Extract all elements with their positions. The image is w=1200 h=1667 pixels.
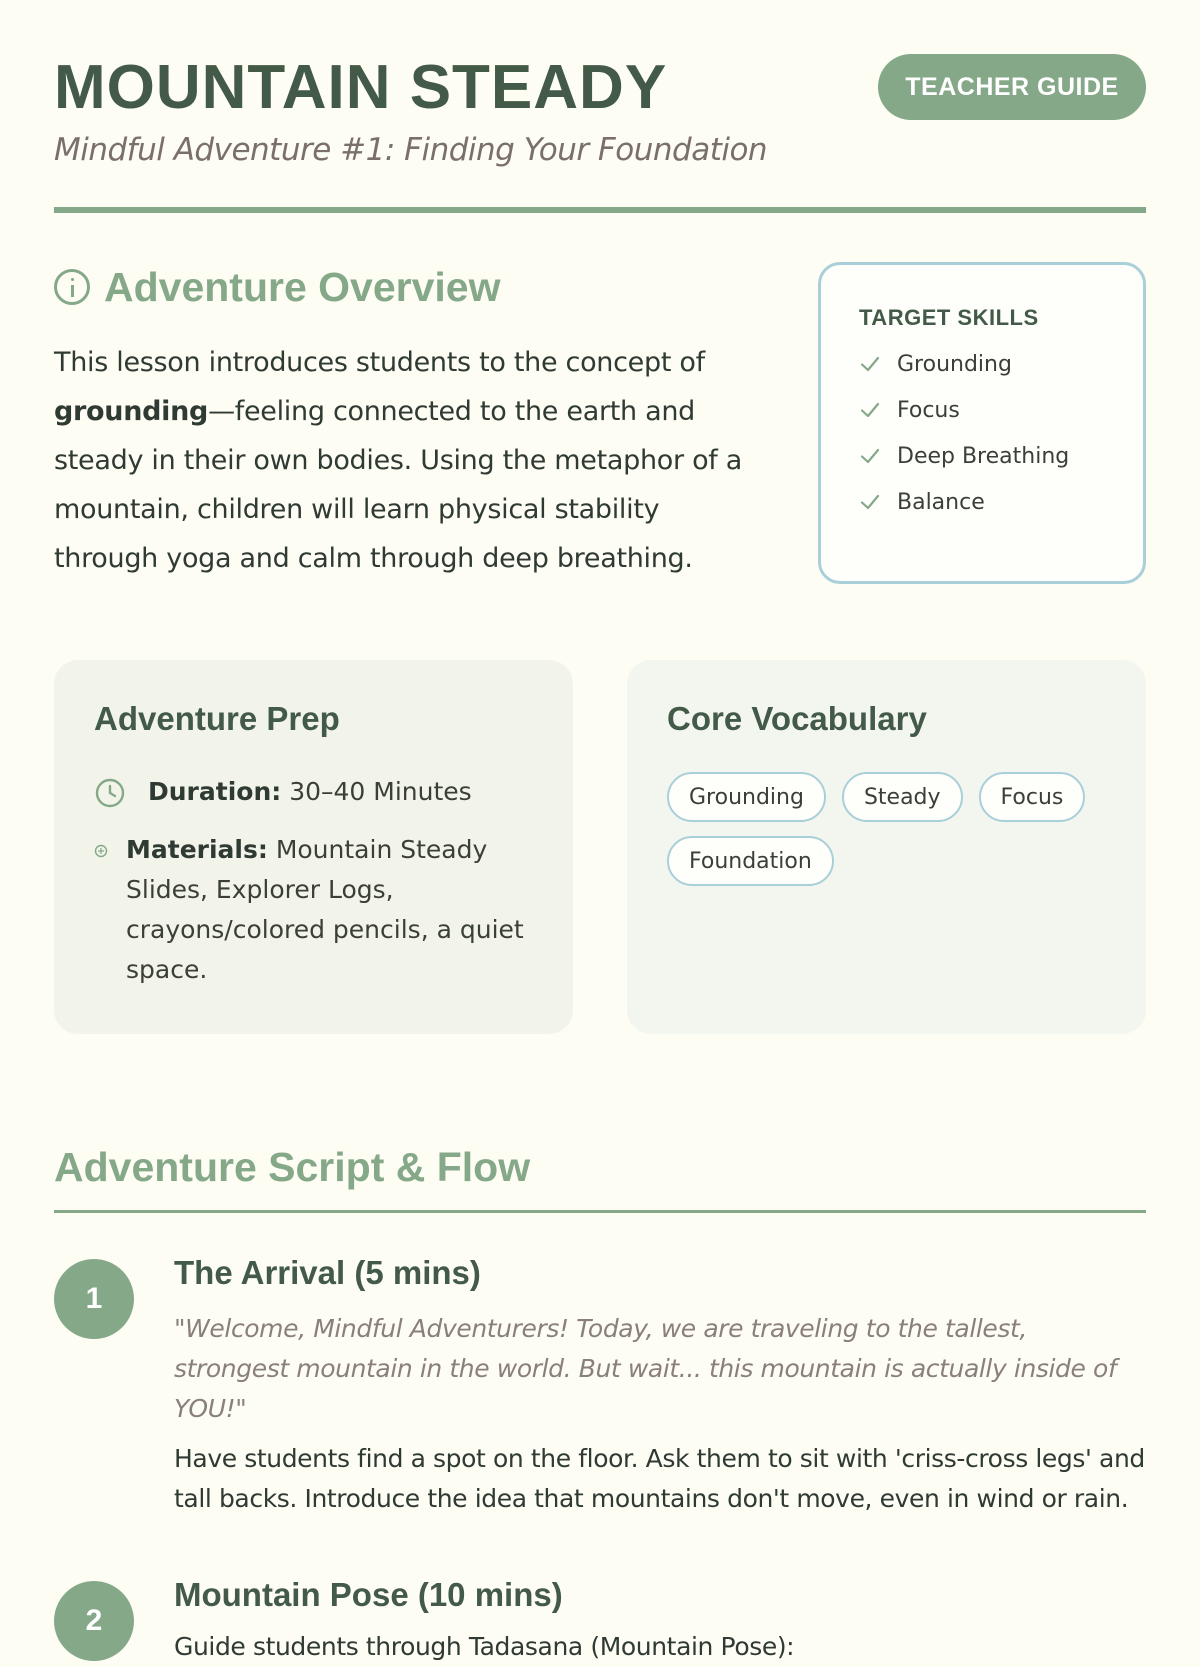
skill-item (859, 443, 1105, 469)
adventure-prep-card (54, 660, 573, 1034)
page-title: MOUNTAIN STEADY (54, 53, 668, 122)
step-text: Guide students through Tadasana (Mountain Pose): (174, 1632, 795, 1661)
check-icon (859, 491, 881, 513)
materials-row (94, 830, 533, 990)
skill-label: Grounding (897, 351, 1012, 377)
overview-heading (54, 262, 754, 312)
materials-text (126, 830, 533, 990)
step-number: 2 (54, 1581, 134, 1661)
overview-paragraph (54, 338, 754, 583)
skill-item (859, 489, 1105, 515)
overview-text-after: —feeling connected to the earth and steady in their own bodies. Using the metaphor of a mountain, children will learn physical stability through yoga and calm through deep breathing. (54, 396, 743, 574)
step-title: The Arrival (5 mins) (174, 1254, 481, 1291)
info-icon (54, 269, 90, 305)
vocabulary-chips (667, 772, 1087, 886)
page-header (54, 0, 1146, 208)
info-cards (54, 660, 1146, 1034)
vocab-chip: Grounding (667, 772, 826, 822)
script-heading: Adventure Script & Flow (54, 1144, 531, 1190)
teacher-guide-badge: TEACHER GUIDE (878, 54, 1146, 120)
clock-icon (94, 777, 126, 809)
overview-bold-term: grounding (54, 396, 209, 427)
check-icon (859, 399, 881, 421)
adventure-prep-title: Adventure Prep (94, 700, 340, 737)
overview-text-before: This lesson introduces students to the concept of (54, 347, 705, 378)
skill-label: Balance (897, 489, 985, 515)
package-icon (94, 844, 108, 858)
core-vocabulary-card (627, 660, 1146, 1034)
materials-label: Materials: (126, 835, 268, 864)
core-vocabulary-title: Core Vocabulary (667, 700, 927, 737)
step-title: Mountain Pose (10 mins) (174, 1576, 563, 1613)
vocab-chip: Focus (979, 772, 1086, 822)
duration-value: 30–40 Minutes (281, 777, 472, 806)
target-skills-card (818, 262, 1146, 584)
header-divider (54, 207, 1146, 213)
overview-heading-text: Adventure Overview (104, 263, 501, 310)
duration-label: Duration: (148, 777, 282, 806)
script-step (54, 1251, 1146, 1519)
check-icon (859, 353, 881, 375)
skill-item (859, 397, 1105, 423)
vocab-chip: Steady (842, 772, 963, 822)
script-divider (54, 1210, 1146, 1213)
skill-label: Deep Breathing (897, 443, 1070, 469)
step-quote: "Welcome, Mindful Adventurers! Today, we are traveling to the tallest, strongest mountain in the world. But wait... this mountain is actually inside of YOU!" (174, 1314, 1117, 1423)
page-subtitle: Mindful Adventure #1: Finding Your Foundation (54, 132, 768, 168)
duration-row (94, 772, 533, 812)
duration-text (148, 772, 472, 812)
skill-label: Focus (897, 397, 960, 423)
step-text: Have students find a spot on the floor. Ask them to sit with 'criss-cross legs' and tall backs. Introduce the idea that mountains don't move, even in wind or rain. (174, 1444, 1145, 1513)
step-number: 1 (54, 1259, 134, 1339)
skill-item (859, 351, 1105, 377)
overview-section (54, 262, 1146, 642)
materials-value: Mountain Steady Slides, Explorer Logs, crayons/colored pencils, a quiet space. (126, 835, 524, 984)
vocab-chip: Foundation (667, 836, 834, 886)
check-icon (859, 445, 881, 467)
script-step (54, 1573, 1146, 1667)
target-skills-title: TARGET SKILLS (859, 305, 1039, 330)
